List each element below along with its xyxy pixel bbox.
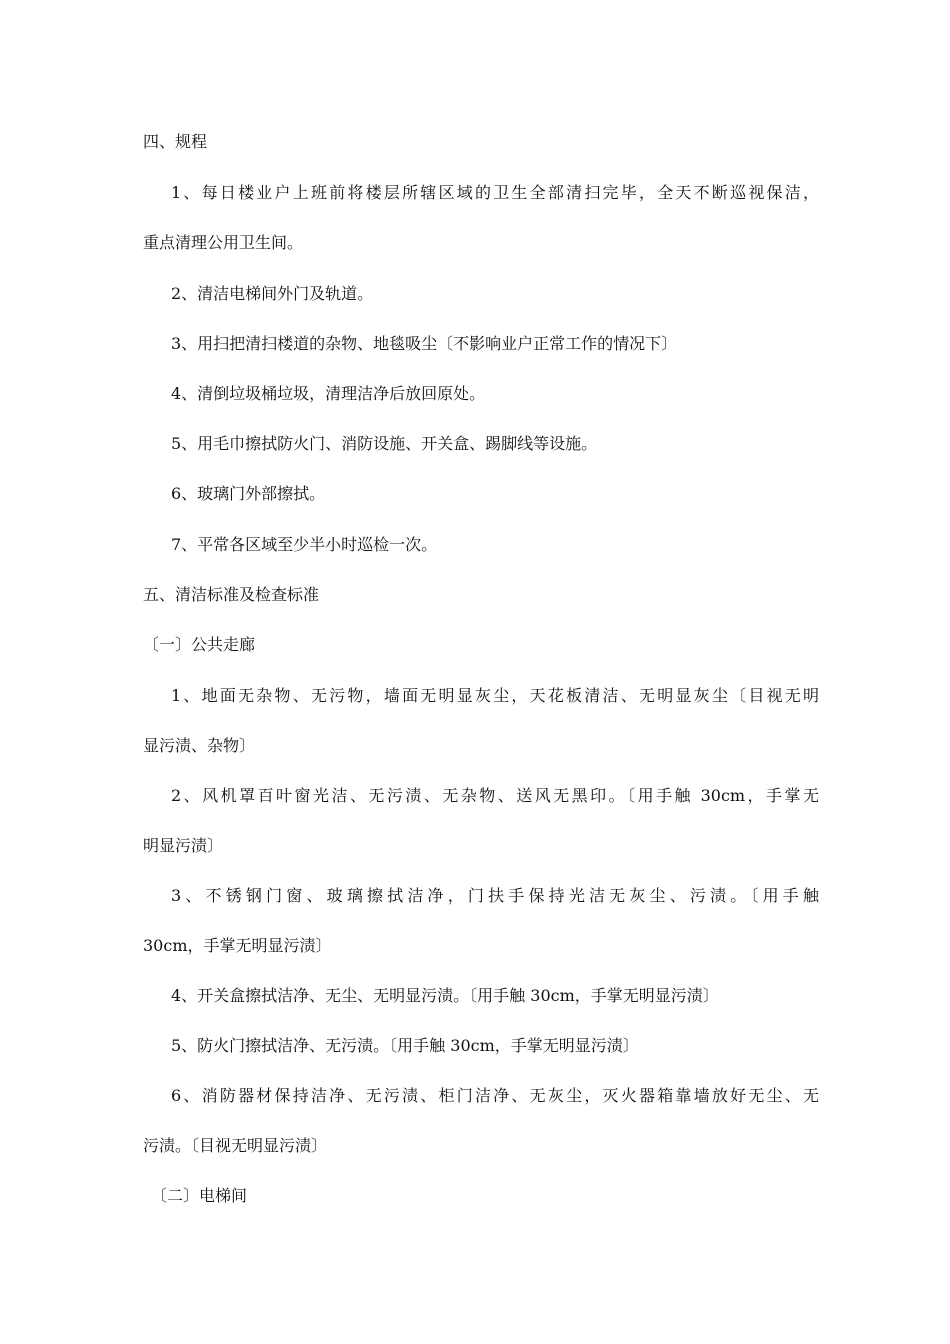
section-heading-standards: 五、清洁标准及检查标准 (143, 585, 320, 604)
corridor-item-6: 6、消防器材保持洁净、无污渍、柜门洁净、无灰尘，灭火器箱靠墙放好无尘、无 (171, 1086, 819, 1105)
corridor-item-5: 5、防火门擦拭洁净、无污渍。〔用手触 30cm，手掌无明显污渍〕 (171, 1036, 639, 1055)
corridor-item-2: 2、风机罩百叶窗光洁、无污渍、无杂物、送风无黑印。〔用手触 30cm，手掌无 (171, 786, 819, 805)
subsection-heading-corridor: 〔一〕公共走廊 (143, 635, 256, 654)
corridor-item-1: 1、地面无杂物、无污物，墙面无明显灰尘，天花板清洁、无明显灰尘〔目视无明 (171, 686, 819, 705)
procedure-item-6: 6、玻璃门外部擦拭。 (171, 484, 326, 503)
procedure-item-2: 2、清洁电梯间外门及轨道。 (171, 284, 374, 303)
procedure-item-1-continued: 重点清理公用卫生间。 (143, 233, 304, 252)
section-heading-procedures: 四、规程 (143, 132, 208, 151)
corridor-item-4: 4、开关盒擦拭洁净、无尘、无明显污渍。〔用手触 30cm，手掌无明显污渍〕 (171, 986, 719, 1005)
corridor-item-2-continued: 明显污渍〕 (143, 836, 224, 855)
corridor-item-6-continued: 污渍。〔目视无明显污渍〕 (143, 1136, 328, 1155)
procedure-item-5: 5、用毛巾擦拭防火门、消防设施、开关盒、踢脚线等设施。 (171, 434, 598, 453)
corridor-item-3-continued: 30cm，手掌无明显污渍〕 (143, 936, 332, 955)
corridor-item-3: 3、不锈钢门窗、玻璃擦拭洁净，门扶手保持光洁无灰尘、污渍。〔用手触 (171, 886, 819, 905)
procedure-item-1: 1、每日楼业户上班前将楼层所辖区域的卫生全部清扫完毕，全天不断巡视保洁， (171, 183, 819, 202)
procedure-item-4: 4、清倒垃圾桶垃圾，清理洁净后放回原处。 (171, 384, 486, 403)
corridor-item-1-continued: 显污渍、杂物〕 (143, 736, 256, 755)
subsection-heading-elevator-hall: 〔二〕电梯间 (151, 1186, 248, 1205)
procedure-item-3: 3、用扫把清扫楼道的杂物、地毯吸尘〔不影响业户正常工作的情况下〕 (171, 334, 678, 353)
procedure-item-7: 7、平常各区域至少半小时巡检一次。 (171, 535, 438, 554)
